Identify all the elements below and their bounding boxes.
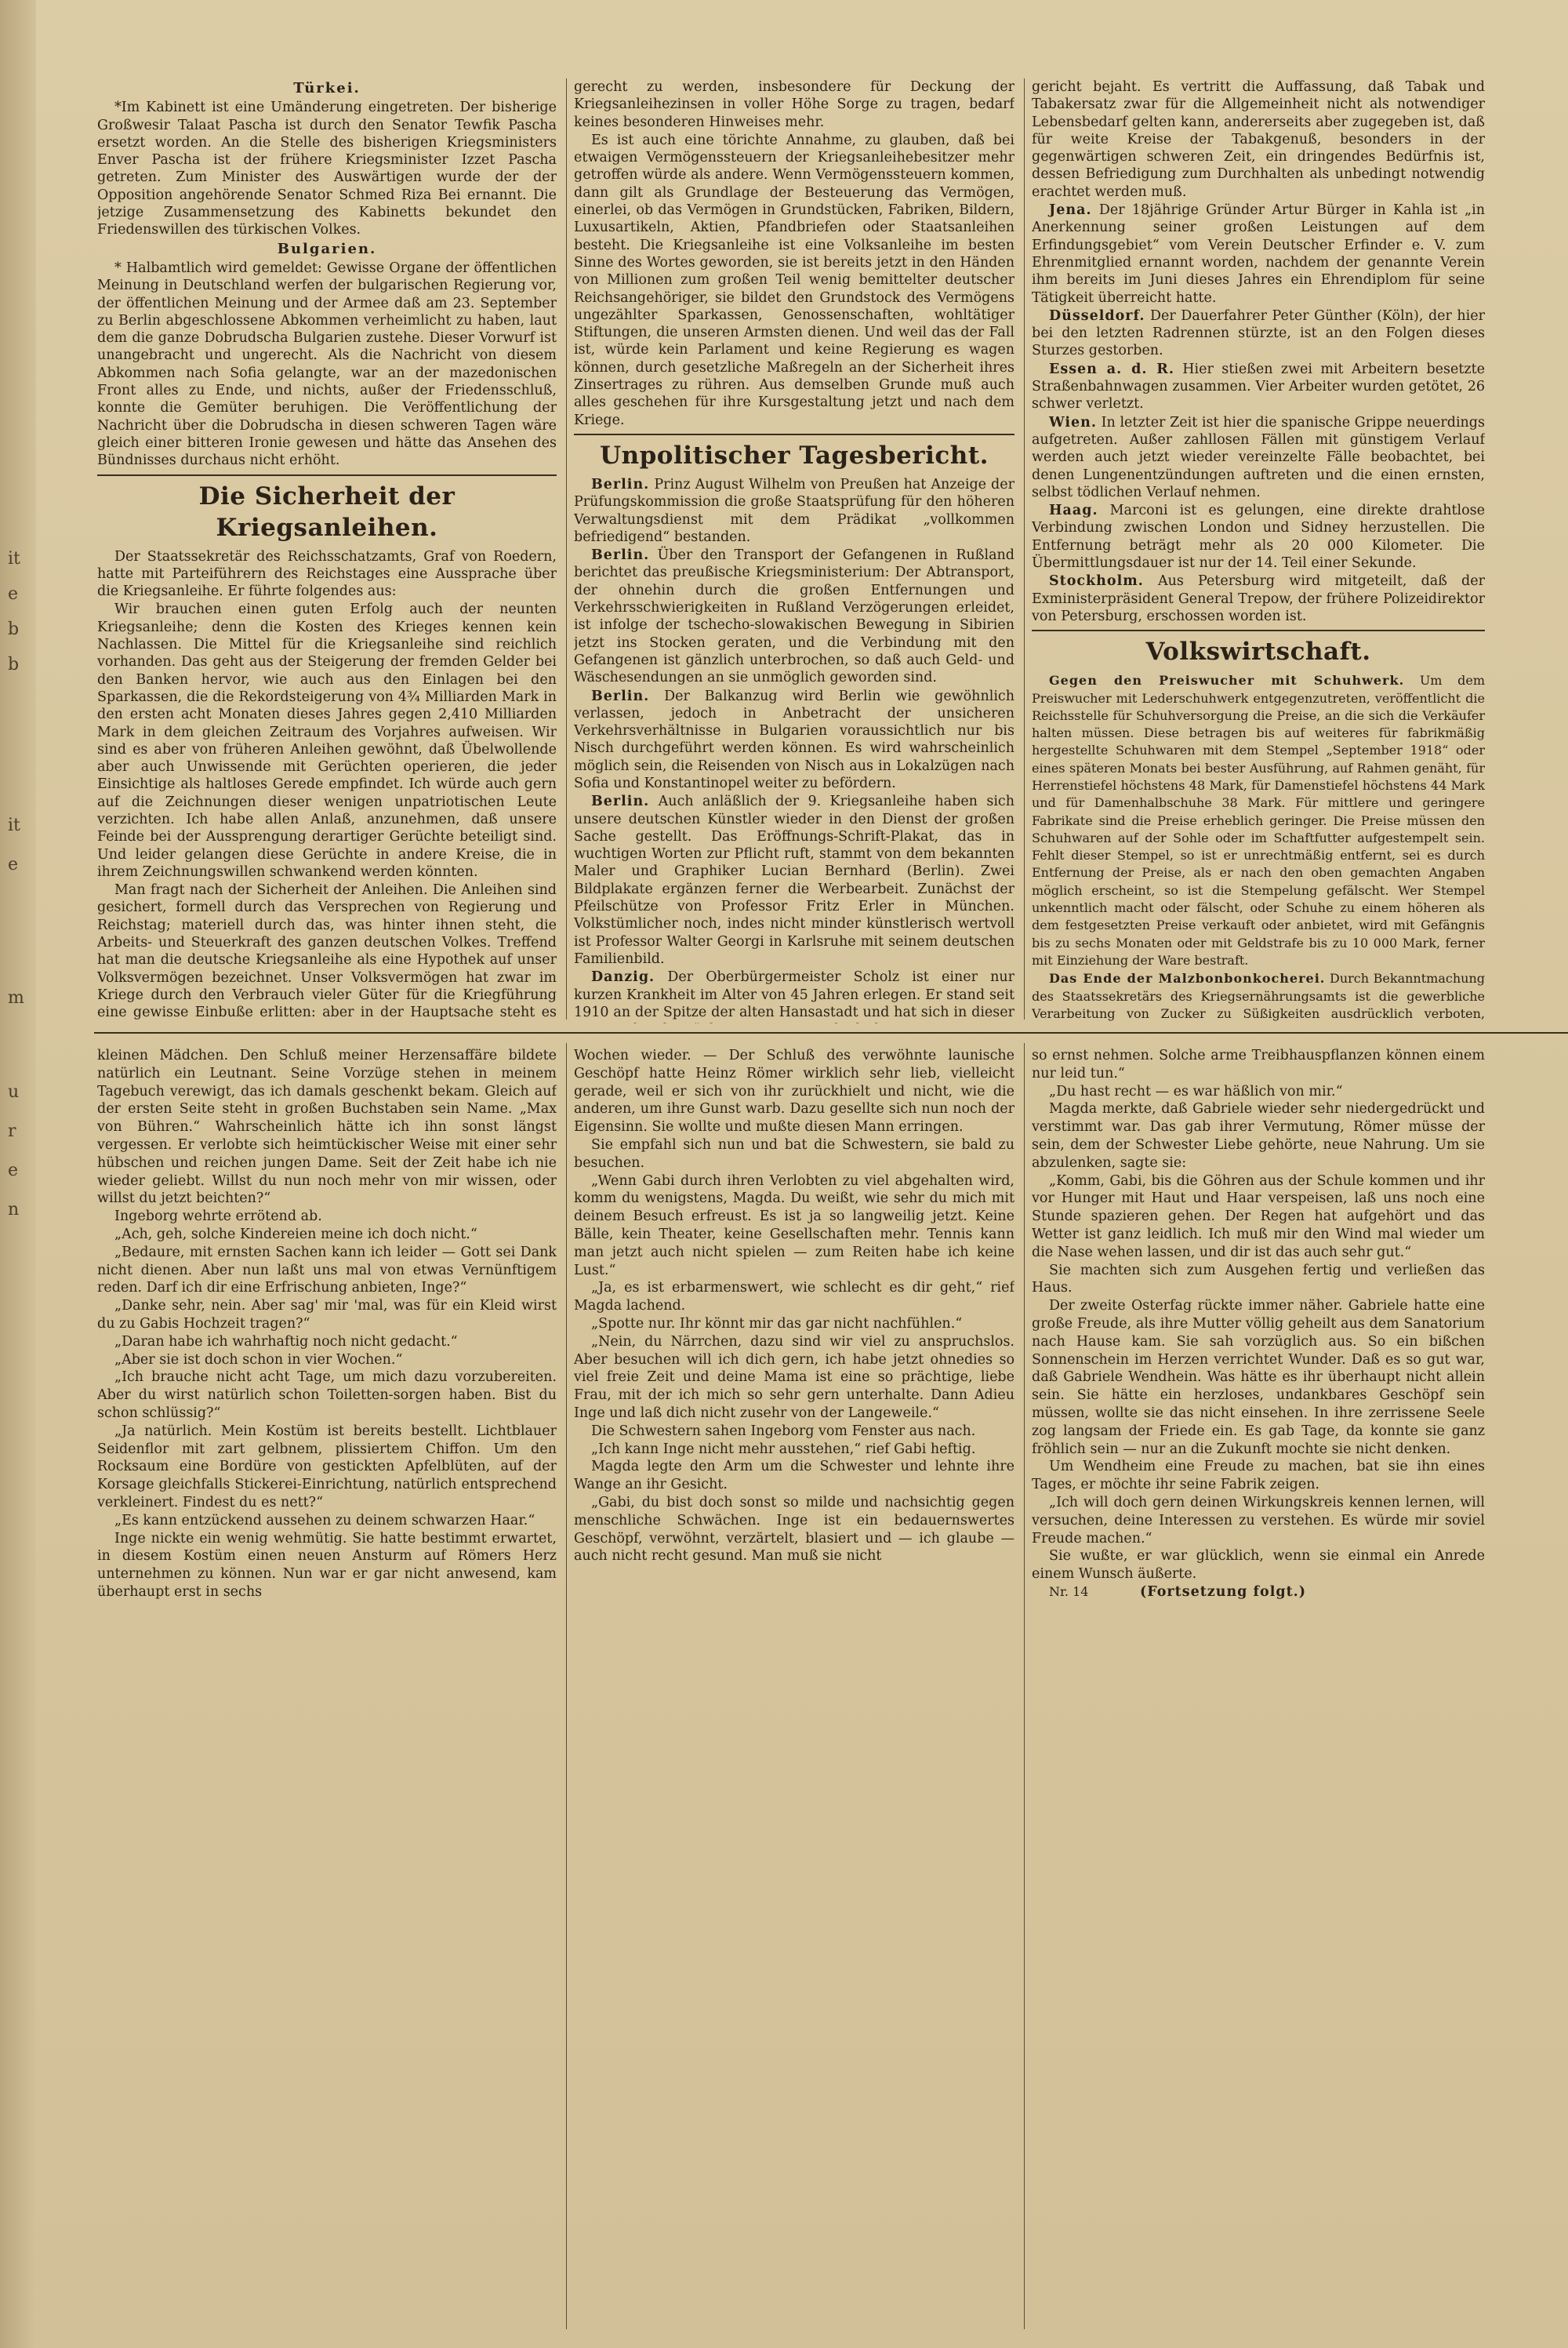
item-title: Gegen den Preiswucher mit Schuhwerk. <box>1049 673 1405 689</box>
section-heading-tuerkei: Türkei. <box>293 80 361 96</box>
dateline: Berlin. <box>591 688 650 704</box>
headline-volkswirtschaft: Volkswirtschaft. <box>1145 638 1371 667</box>
news-text: Prinz August Wilhelm von Preußen hat Anzeige der Prüfungskommission die große Staatsprüfung für den höheren Verwaltungsdienst mit dem Prädikat „vollkommen befriedigend“ bestanden. <box>574 476 1014 545</box>
paragraph: gericht bejaht. Es vertritt die Auffassung, daß Tabak und Tabakersatz zwar für die Allgemeinheit nicht als notwendiger Lebensbedarf gelten kann, andererseits aber zugegeben ist, daß für weite Kreise der Tabakgenuß, besonders in der gegenwärtigen schweren Zeit, ein dringendes Bedürfnis ist, dessen Befriedigung zum Durchhalten als unbedingt notwendig erachtet werden muß. <box>1032 79 1485 200</box>
dateline: Berlin. <box>591 547 650 564</box>
article-bulgarien: * Halbamtlich wird gemeldet: Gewisse Organe der öffentlichen Meinung in Deutschland werfen der bulgarischen Regierung vor, der öffentlichen Meinung und der Armee daß am 23. September zu Berlin abgeschlossene Abkommen verheimlicht zu haben, laut dem die ganze Dobrudscha Bulgarien zustehe. Dieser Vorwurf ist unangebracht und ungerecht. Als die Nachricht von diesem Abkommen nach Sofia gelangte, war an der mazedonischen Front alles zu Ende, und nichts, außer der Friedensschluß, konnte die Gemüter beruhigen. Die Veröffentlichung der Nachricht über die Dobrudscha in diesen schweren Tagen wäre gleich einer bitteren Ironie gewesen und hätte das Ansehen des Bündnisses durchaus nicht erhöht. <box>97 260 557 469</box>
divider <box>1032 630 1485 631</box>
paragraph: „Bedaure, mit ernsten Sachen kann ich leider — Gott sei Dank nicht dienen. Aber nun laßt uns mal von etwas Vernünftigem reden. Darf ich dir eine Erfrischung anbieten, Inge?“ <box>97 1244 557 1296</box>
dateline: Berlin. <box>591 476 650 492</box>
paragraph: Wir brauchen einen guten Erfolg auch der neunten Kriegsanleihe; denn die Kosten des Krieges kennen kein Nachlassen. Die Mittel für die Kriegsanleihe sind reichlich vorhanden. Das geht aus der Steigerung der fremden Gelder bei den Banken hervor, wie auch aus den Einlagen bei den Sparkassen, die die Rekordsteigerung von 4¾ Milliarden Mark in den ersten acht Monaten dieses Jahres gegen 2,410 Milliarden Mark in dem gleichen Zeitraum des Vorjahres aufweisen. Wir sind es aber von früheren Anleihen gewöhnt, daß Übelwollende aber auch Unwissende mit Gerüchten operieren, die jeder Einsichtige als haltloses Gerede empfindet. Ich würde auch gern auf die Zeichnungen dieser wenigen unpatriotischen Leute verzichten. Ich habe allen Anlaß, anzunehmen, daß unsere Feinde bei der Aussprengung derartiger Gerüchte beteiligt sind. Und leider gelangen diese Gerüchte in andere Kreise, die in ihrem Zeichnungswillen schwankend werden könnten. <box>97 602 557 880</box>
paragraph: Sie machten sich zum Ausgehen fertig und verließen das Haus. <box>1032 1262 1485 1296</box>
paragraph: „Wenn Gabi durch ihren Verlobten zu viel abgehalten wird, komm du wenigstens, Magda. Du weißt, wie sehr du mich mit deinem Besuch erfreust. Es ist ja so langweilig jetzt. Keine Bälle, kein Theater, keine Gesellschaften mehr. Tennis kann man jetzt auch nicht spielen — zum Reiten habe ich keine Lust.“ <box>574 1172 1014 1278</box>
news-text: Auch anläßlich der 9. Kriegsanleihe haben sich unsere deutschen Künstler wieder in den Dienst der großen Sache gestellt. Das Eröffnungs-Schrift-Plakat, das in wuchtigen Worten zur Pflicht ruft, stammt von dem bekannten Maler und Graphiker Lucian Bernhard (Berlin). Zwei Bildplakate ergänzen ferner die Werbearbeit. Zunächst der Pfeilschütze von Professor Fritz Erler in München. Volkstümlicher noch, indes nicht minder künstlerisch wertvoll ist Professor Walter Georgi in Karlsruhe mit seinem deutschen Familienbild. <box>574 794 1014 967</box>
paragraph: „Daran habe ich wahrhaftig noch nicht gedacht.“ <box>114 1333 458 1350</box>
news-item <box>574 969 1014 1023</box>
paragraph: „Ja, es ist erbarmenswert, wie schlecht es dir geht,“ rief Magda lachend. <box>574 1280 1014 1314</box>
column-rule <box>566 1043 567 2329</box>
paragraph: „Ach, geh, solche Kindereien meine ich doch nicht.“ <box>114 1226 477 1242</box>
strip-glyph: e <box>8 584 19 604</box>
dateline: Stockholm. <box>1049 573 1144 590</box>
paragraph: Der zweite Osterfag rückte immer näher. Gabriele hatte eine große Freude, als ihre Mutter völlig geheilt aus dem Sanatorium nach Hause kam. Sie sah vorzüglich aus. So ein bißchen Sonnenschein im Herzen verrichtet Wunder. Daß es so gut war, daß Gabriele Wendhein. Was hätte es ihr überhaupt nicht allein sein. Sie hätte ein herzloses, undankbares Geschöpf sein müssen, wollte sie das nicht einsehen. In ihre zerrissene Seele zog langsam der Friede ein. Es gab Tage, da konnte sie ganz fröhlich sein — nur an die Zukunft mochte sie nicht denken. <box>1032 1298 1485 1457</box>
feuilleton-column-2 <box>574 1047 1014 2333</box>
paragraph: Sie empfahl sich nun und bat die Schwestern, sie bald zu besuchen. <box>574 1136 1014 1171</box>
paragraph: so ernst nehmen. Solche arme Treibhauspflanzen können einem nur leid tun.“ <box>1032 1048 1485 1081</box>
paragraph: „Gabi, du bist doch sonst so milde und nachsichtig gegen menschliche Schwächen. Inge ist ein bedauernswertes Geschöpf, verwöhnt, verzärtelt, blasiert und — ich glaube — auch nicht recht gesund. Man muß sie nicht <box>574 1494 1014 1565</box>
paragraph: „Danke sehr, nein. Aber sag' mir 'mal, was für ein Kleid wirst du zu Gabis Hochzeit tragen?“ <box>97 1298 557 1332</box>
column-rule <box>566 78 567 1020</box>
feuilleton-column-3 <box>1032 1047 1485 2333</box>
paragraph: Um Wendheim eine Freude zu machen, bat sie ihn eines Tages, er möchte ihr seine Fabrik zeigen. <box>1032 1459 1485 1493</box>
news-text: Hier stießen zwei mit Arbeitern besetzte Straßenbahnwagen zusammen. Vier Arbeiter wurden getötet, 26 schwer verletzt. <box>1032 361 1485 413</box>
strip-glyph: r <box>8 1121 16 1141</box>
news-text: Über den Transport der Gefangenen in Rußland berichtet das preußische Kriegsministerium: Der Abtransport, der ohnehin durch die großen Entfernungen und Verkehrsschwierigkeiten in Rußland Verzögerungen erleidet, ist infolge der tschecho-slowakischen Bewegung in Sibirien jetzt ins Stocken geraten, und die Verbindung mit den Gefangenen ist gänzlich unterbrochen, so daß auch Geld- und Wäschesendungen an sie unmöglich geworden sind. <box>574 547 1014 686</box>
news-item <box>1032 202 1485 307</box>
strip-glyph: u <box>8 1082 20 1102</box>
news-text: Durch Bekanntmachung des Staatssekretärs des Kriegsernährungsamts ist die gewerbliche Verarbeitung von Zucker zu Süßigkeiten ausdrücklich verboten, <box>1032 971 1485 1021</box>
divider <box>97 474 557 476</box>
news-text: Der Balkanzug wird Berlin wie gewöhnlich verlassen, jedoch in Anbetracht der unsicheren Verkehrsverhältnisse in Bulgarien voraussichtlich nur bis Nisch durchgeführt werden können. Es wird wahrscheinlich möglich sein, die Reisenden von Nisch aus in Lokalzügen nach Sofia und Konstantinopel weiter zu befördern. <box>574 688 1014 791</box>
news-text: Der 18jährige Gründer Artur Bürger in Kahla ist „in Anerkennung seiner großen Leistungen auf dem Erfindungsgebiet“ vom Verein Deutscher Erfinder e. V. zum Ehrenmitglied ernannt worden, nachdem der genannte Verein ihm bereits im Juni dieses Jahres ein Ehrendiplom für seine Tätigkeit überreicht hatte. <box>1032 202 1485 306</box>
paragraph: Der Staatssekretär des Reichsschatzamts, Graf von Roedern, hatte mit Parteiführern des Reichstages eine Aussprache über die Kriegsanleihe. Er führte folgendes aus: <box>97 548 557 600</box>
fortsetzung-folgt: (Fortsetzung folgt.) <box>1140 1583 1307 1600</box>
paragraph: „Ich will doch gern deinen Wirkungskreis kennen lernen, will versuchen, deine Interessen zu verstehen. Es würde mir soviel Freude machen.“ <box>1032 1494 1485 1547</box>
news-item <box>574 793 1014 968</box>
feuilleton-column-1 <box>97 1047 557 2333</box>
news-text: Marconi ist es gelungen, eine direkte drahtlose Verbindung zwischen London und Sidney herzustellen. Die Entfernung beträgt mehr als 20 000 Kilometer. Die Übermittlungsdauer ist nur der 14. Teil einer Sekunde. <box>1032 503 1485 572</box>
adjacent-page-strip <box>0 0 36 2348</box>
strip-glyph: e <box>8 855 19 874</box>
paragraph: „Ich kann Inge nicht mehr ausstehen,“ rief Gabi heftig. <box>591 1441 976 1457</box>
paragraph: Magda merkte, daß Gabriele wieder sehr niedergedrückt und verstimmt war. Das gab ihrer Vermutung, Römer müsse der sein, dem der Schwester Liebe gehörte, neue Nahrung. Um sie abzulenken, sagte sie: <box>1032 1101 1485 1171</box>
news-item <box>1032 502 1485 572</box>
news-item <box>1032 361 1485 413</box>
column-2 <box>574 78 1014 1023</box>
dateline: Danzig. <box>591 969 655 986</box>
paragraph: Magda legte den Arm um die Schwester und lehnte ihre Wange an ihr Gesicht. <box>574 1459 1014 1493</box>
dateline: Haag. <box>1049 503 1098 519</box>
column-rule <box>1024 1043 1025 2329</box>
section-rule <box>94 1032 1568 1034</box>
paragraph: Inge nickte ein wenig wehmütig. Sie hatte bestimmt erwartet, in diesem Kostüm einen neuen Ansturm auf Römers Herz unternehmen zu können. Nun war er gar nicht anwesend, kam überhaupt erst in sechs <box>97 1530 557 1600</box>
news-item <box>1032 307 1485 360</box>
strip-glyph: m <box>8 988 24 1008</box>
news-item <box>1032 970 1485 1023</box>
news-item <box>1032 414 1485 501</box>
strip-glyph: it <box>8 816 20 835</box>
news-item <box>1032 672 1485 969</box>
news-item <box>574 688 1014 793</box>
dateline: Düsseldorf. <box>1049 307 1145 324</box>
column-3 <box>1032 78 1485 1023</box>
paragraph: Ingeborg wehrte errötend ab. <box>114 1209 322 1225</box>
paragraph: „Aber sie ist doch schon in vier Wochen.“ <box>114 1351 403 1368</box>
news-text: Der Dauerfahrer Peter Günther (Köln), der hier bei den letzten Radrennen stürzte, ist an den Folgen dieses Sturzes gestorben. <box>1032 307 1485 359</box>
paragraph: gerecht zu werden, insbesondere für Deckung der Kriegsanleihezinsen in voller Höhe Sorge zu tragen, bedarf keines besonderen Hinweises mehr. <box>574 79 1014 130</box>
paragraph: „Ja natürlich. Mein Kostüm ist bereits bestellt. Lichtblauer Seidenflor mit zart gelbnem, plissiertem Chiffon. Um den Rocksaum eine Bordüre von gestickten Apfelblüten, auf der Korsage gleichfalls Stickerei-Einrichtung, natürlich entsprechend verkleinert. Findest du es nett?“ <box>97 1423 557 1510</box>
strip-glyph: n <box>8 1200 20 1219</box>
dateline: Essen a. d. R. <box>1049 361 1174 377</box>
paragraph: Die Schwestern sahen Ingeborg vom Fenster aus nach. <box>591 1423 976 1439</box>
news-text: In letzter Zeit ist hier die spanische Grippe neuerdings aufgetreten. Außer zahllosen Fällen mit günstigem Verlauf werden auch jetzt wieder vereinzelte Fälle beobachtet, bei denen Lungenentzündungen auftreten und die einen ernsten, selbst tödlichen Verlauf nehmen. <box>1032 414 1485 500</box>
dateline: Wien. <box>1049 414 1097 431</box>
divider <box>574 434 1014 435</box>
column-1 <box>97 78 557 1023</box>
paragraph: Man fragt nach der Sicherheit der Anleihen. Die Anleihen sind gesichert, formell durch das Versprechen von Regierung und Reichstag; materiell durch das, was hinter ihnen steht, die Arbeits- und Steuerkraft des ganzen deutschen Volkes. Treffend hat man die deutsche Kriegsanleihe als eine Hypothek auf unser Volksvermögen bezeichnet. Unser Volksvermögen hat zwar im Kriege durch den Verbrauch vieler Güter für die Kriegführung eine gewisse Einbuße erlitten: aber in der Hauptsache steht es <box>97 882 557 1021</box>
paragraph: Es ist auch eine törichte Annahme, zu glauben, daß bei etwaigen Vermögenssteuern der Kriegsanleihebesitzer mehr getroffen würde als andere. Wenn Vermögenssteuern kommen, dann gilt als Grundlage der Besteuerung das Vermögen, einerlei, ob das Vermögen in Grundstücken, Fabriken, Bildern, Luxusartikeln, Aktien, Pfandbriefen oder Staatsanleihen besteht. Die Kriegsanleihe ist eine Volksanleihe im besten Sinne des Wortes geworden, sie ist bereits jetzt in den Händen von Millionen zum großen Teil wenig bemittelter deutscher Reichsangehöriger, sie bildet den Grundstock des Vermögens ungezählter Sparkassen, Genossenschaften, wohltätiger Stiftungen, die unseren Armsten dienen. Und weil das der Fall ist, würde kein Parlament und keine Regierung es wagen können, durch gesetzliche Maßregeln an der Sicherheit ihres Zinsertrages zu rühren. Aus demselben Grunde muß auch alles geschehen für ihre Kursgestaltung jetzt und nach dem Kriege. <box>574 132 1014 428</box>
strip-glyph: b <box>8 620 20 639</box>
continuation-note <box>1032 1583 1485 1601</box>
headline-kriegsanleihen: Die Sicherheit der Kriegsanleihen. <box>198 482 456 542</box>
article-tuerkei: *Im Kabinett ist eine Umänderung eingetreten. Der bisherige Großwesir Talaat Pascha ist durch den Senator Tewfik Pascha ersetzt worden. An die Stelle des bisherigen Kriegsministers Enver Pascha ist der frühere Kriegsminister Izzet Pascha getreten. Zum Minister des Auswärtigen wurde der der Opposition angehörende Senator Schmed Riza Bei ernannt. Die jetzige Zusammensetzung des Kabinetts bekundet den Friedenswillen des türkischen Volkes. <box>97 100 557 238</box>
strip-glyph: it <box>8 549 20 569</box>
headline-tagesbericht: Unpolitischer Tagesbericht. <box>600 441 989 470</box>
paragraph: kleinen Mädchen. Den Schluß meiner Herzensaffäre bildete natürlich ein Leutnant. Seine Vorzüge stehen in meinem Tagebuch verewigt, das ich damals geschenkt bekam. Gleich auf der ersten Seite steht in großen Buchstaben sein Name. „Max von Bühren.“ Wahrscheinlich hätte ich ihn sonst längst vergessen. Er verlobte sich heimtückischer Weise mit einer sehr hübschen und reichen jungen Dame. Seit der Zeit habe ich nie wieder geliebt. Willst du nun noch mehr von mir wissen, oder willst du jetzt beichten?“ <box>97 1048 557 1207</box>
paragraph: „Komm, Gabi, bis die Göhren aus der Schule kommen und ihr vor Hunger mit Haut und Haar verspeisen, laß uns noch eine Stunde spazieren gehen. Der Regen hat aufgehört und das Wetter ist ganz leidlich. Ich muß mir den Wind mal wieder um die Nase wehen lassen, und dir ist das auch sehr gut.“ <box>1032 1172 1485 1260</box>
paragraph: „Es kann entzückend aussehen zu deinem schwarzen Haar.“ <box>114 1512 535 1528</box>
paragraph: „Du hast recht — es war häßlich von mir.“ <box>1049 1083 1343 1099</box>
column-rule <box>1024 78 1025 1020</box>
news-text: Der Oberbürgermeister Scholz ist einer nur kurzen Krankheit im Alter von 45 Jahren erlegen. Er stand seit 1910 an der Spitze der alten Hansastadt und hat sich in dieser <box>574 969 1014 1020</box>
news-text: Um dem Preiswucher mit Lederschuhwerk entgegenzutreten, veröffentlicht die Reichsstelle für Schuhversorgung die Preise, an die sich die Verkäufer halten müssen. Diese betragen bis auf weiteres für fabrikmäßig hergestellte Schuhwaren mit dem Stempel „September 1918“ oder eines späteren Monats bei bester Ausführung, auf Rahmen genäht, für Herrenstiefel höchstens 48 Mark, für Damenstiefel höchstens 44 Mark und für Damenhalbschuhe 38 Mark. Für mittlere und geringere Fabrikate sind die Preise erheblich geringer. Die Preise müssen den Schuhwaren auf der Sohle oder im Schaftfutter aufgestempelt sein. Fehlt dieser Stempel, so ist er unrechtmäßig entfernt, sei es durch Entfernung der Preise, als er nach den oben gemachten Angaben möglich erscheint, so ist die Stempelung gefälscht. Wer Stempel unkenntlich macht oder fälscht, oder Schuhe zu einem höheren als dem festgesetzten Preise verkauft oder anbietet, wird mit Gefängnis bis zu sechs Monaten oder mit Geldstrafe bis zu 10 000 Mark, ferner mit Einziehung der Ware bestraft. <box>1032 673 1485 968</box>
issue-number: Nr. 14 <box>1049 1583 1089 1599</box>
section-heading-bulgarien: Bulgarien. <box>277 240 377 257</box>
dateline: Jena. <box>1049 202 1092 219</box>
news-text: Aus Petersburg wird mitgeteilt, daß der Exministerpräsident General Trepow, der frühere Polizeidirektor von Petersburg, erschossen worden ist. <box>1032 573 1485 624</box>
paragraph: Sie wußte, er war glücklich, wenn sie einmal ein Anrede einem Wunsch äußerte. <box>1032 1548 1485 1583</box>
item-title: Das Ende der Malzbonbonkocherei. <box>1049 971 1326 987</box>
paragraph: Wochen wieder. — Der Schluß des verwöhnte launische Geschöpf hatte Heinz Römer wirklich sehr lieb, vielleicht gerade, weil er sich von ihr zurückhielt und nicht, wie die anderen, um ihre Gunst warb. Dazu gesellte sich nun noch der Eigensinn. Sie wollte und mußte diesen Mann erringen. <box>574 1048 1014 1136</box>
strip-glyph: e <box>8 1161 19 1180</box>
paragraph: „Spotte nur. Ihr könnt mir das gar nicht nachfühlen.“ <box>591 1315 963 1332</box>
news-item <box>1032 572 1485 625</box>
paragraph: „Nein, du Närrchen, dazu sind wir viel zu anspruchslos. Aber besuchen will ich dich gern, ich habe jetzt ohnedies so viel freie Zeit und deine Mama ist eine so prächtige, liebe Frau, mit der ich mich so sehr gern unterhalte. Dann Adieu Inge und laß dich nicht zusehr von der Langeweile.“ <box>574 1333 1014 1421</box>
news-item <box>574 547 1014 686</box>
paragraph: „Ich brauche nicht acht Tage, um mich dazu vorzubereiten. Aber du wirst natürlich schon Toiletten-sorgen haben. Bist du schon schlüssig?“ <box>97 1369 557 1421</box>
dateline: Berlin. <box>591 794 650 810</box>
strip-glyph: b <box>8 655 20 674</box>
news-item <box>574 476 1014 546</box>
